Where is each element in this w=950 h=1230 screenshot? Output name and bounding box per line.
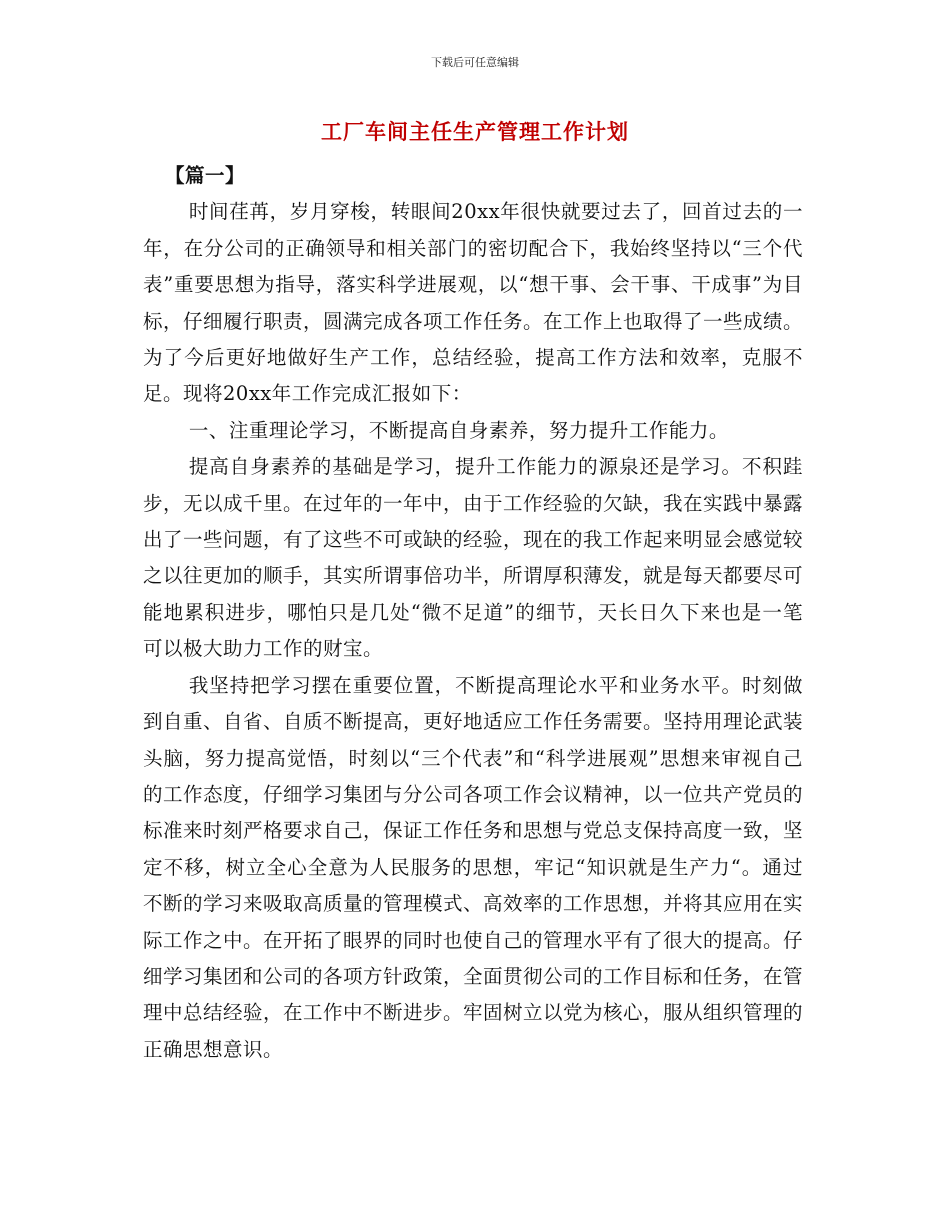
header-note: 下载后可任意编辑: [431, 56, 519, 69]
paragraph-heading-1: 一、注重理论学习，不断提高自身素养，努力提升工作能力。: [188, 418, 729, 442]
document-body: [143, 158, 803, 1068]
paragraph-study-foundation: 提高自身素养的基础是学习，提升工作能力的源泉还是学习。不积跬步，无以成千里。在过年的一年中，由于工作经验的欠缺，我在实践中暴露出了一些问题，有了这些不可或缺的经验，现在的我工作起来明显会感觉较之以往更加的顺手，其实所谓事倍功半，所谓厚积薄发，就是每天都要尽可能地累积进步，哪怕只是几处“微不足道”的细节，天长日久下来也是一笔可以极大助力工作的财宝。: [143, 455, 804, 661]
paragraph-study-priority: 我坚持把学习摆在重要位置，不断提高理论水平和业务水平。时刻做到自重、自省、自质不断提高，更好地适应工作任务需要。坚持用理论武装头脑，努力提高觉悟，时刻以“三个代表”和“科学进展观”思想来审视自己的工作态度，仔细学习集团与分公司各项工作会议精神，以一位共产党员的标准来时刻严格要求自己，保证工作任务和思想与党总支保持高度一致，坚定不移，树立全心全意为人民服务的思想，牢记“知识就是生产力“。通过不断的学习来吸取高质量的管理模式、高效率的工作思想，并将其应用在实际工作之中。在开拓了眼界的同时也使自己的管理水平有了很大的提高。仔细学习集团和公司的各项方针政策，全面贯彻公司的工作目标和任务，在管理中总结经验，在工作中不断进步。牢固树立以党为核心，服从组织管理的正确思想意识。: [143, 673, 804, 1061]
section-label: 【篇一】: [165, 164, 246, 187]
document-title: 工厂车间主任生产管理工作计划: [321, 120, 629, 144]
paragraph-intro: 时间荏苒，岁月穿梭，转眼间20xx年很快就要过去了，回首过去的一年，在分公司的正确领导和相关部门的密切配合下，我始终坚持以“三个代表”重要思想为指导，落实科学进展观，以“想干事、会干事、干成事”为目标，仔细履行职责，圆满完成各项工作任务。在工作上也取得了一些成绩。为了今后更好地做好生产工作，总结经验，提高工作方法和效率，克服不足。现将20xx年工作完成汇报如下：: [143, 200, 804, 406]
